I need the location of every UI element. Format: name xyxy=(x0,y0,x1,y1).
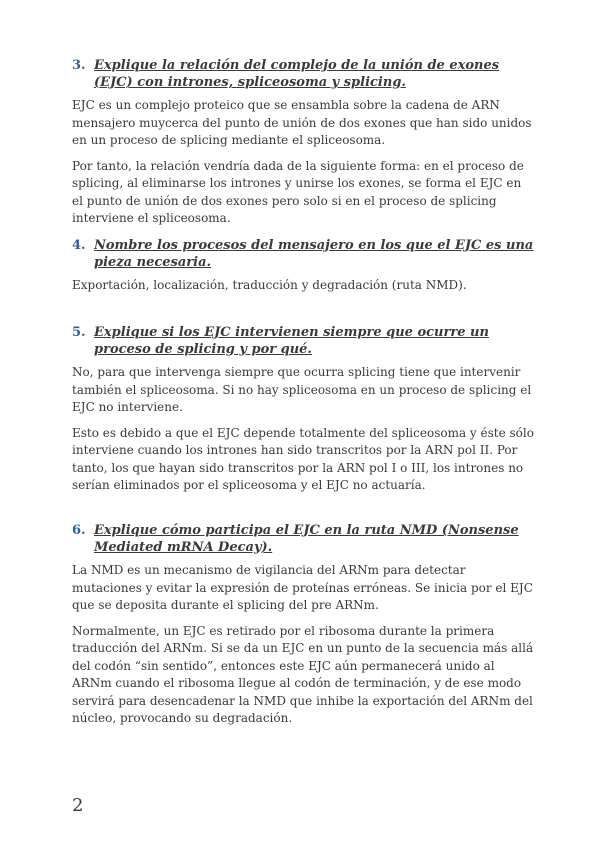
answer-paragraph: No, para que intervenga siempre que ocurra splicing tiene que intervenir también el spliceosoma. Si no hay spliceosoma en un proceso de splicing el EJC no interviene. xyxy=(72,365,532,414)
question-3 xyxy=(72,57,542,228)
question-4 xyxy=(72,237,542,295)
answer-paragraph: Por tanto, la relación vendría dada de la siguiente forma: en el proceso de splicing, al eliminarse los intrones y unirse los exones, se forma el EJC en el punto de unión de dos exones pero solo si en el proceso de splicing interviene el spliceosoma. xyxy=(72,158,524,225)
question-5 xyxy=(72,324,542,495)
question-title: Explique si los EJC intervienen siempre que ocurre un proceso de splicing y por qué. xyxy=(94,325,489,357)
question-heading xyxy=(72,324,542,358)
answer-paragraph: Exportación, localización, traducción y degradación (ruta NMD). xyxy=(72,278,467,292)
question-title: Explique la relación del complejo de la unión de exones (EJC) con intrones, spliceosoma y splicing. xyxy=(94,58,500,90)
answer-paragraph: Normalmente, un EJC es retirado por el ribosoma durante la primera traducción del ARNm. Si se da un EJC en un punto de la secuencia más allá del codón “sin sentido”, entonces este EJC aún permanecerá unido al ARNm cuando el ribosoma llegue al codón de terminación, y de ese modo servirá para desencadenar la NMD que inhibe la exportación del ARNm del núcleo, provocando su degradación. xyxy=(72,623,534,725)
answer-paragraph: La NMD es un mecanismo de vigilancia del ARNm para detectar mutaciones y evitar la expresión de proteínas erróneas. Se inicia por el EJC que se deposita durante el splicing del pre ARNm. xyxy=(72,563,533,612)
question-heading xyxy=(72,237,542,271)
question-number: 3. xyxy=(72,58,86,73)
question-heading xyxy=(72,522,542,556)
question-heading xyxy=(72,57,542,91)
question-number: 5. xyxy=(72,325,86,340)
question-number: 4. xyxy=(72,238,86,253)
question-title: Nombre los procesos del mensajero en los que el EJC es una pieza necesaria. xyxy=(94,238,534,270)
question-title: Explique cómo participa el EJC en la ruta NMD (Nonsense Mediated mRNA Decay). xyxy=(94,523,519,555)
answer-paragraph: Esto es debido a que el EJC depende totalmente del spliceosoma y éste sólo interviene cuando los intrones han sido transcritos por la ARN pol II. Por tanto, los que hayan sido transcritos por la ARN pol I o III, los intrones no serían eliminados por el spliceosoma y el EJC no actuaría. xyxy=(72,425,534,492)
question-number: 6. xyxy=(72,523,86,538)
page-number: 2 xyxy=(72,795,84,816)
question-6 xyxy=(72,522,542,728)
answer-paragraph: EJC es un complejo proteico que se ensambla sobre la cadena de ARN mensajero muycerca del punto de unión de dos exones que han sido unidos en un proceso de splicing mediante el spliceosoma. xyxy=(72,98,532,147)
